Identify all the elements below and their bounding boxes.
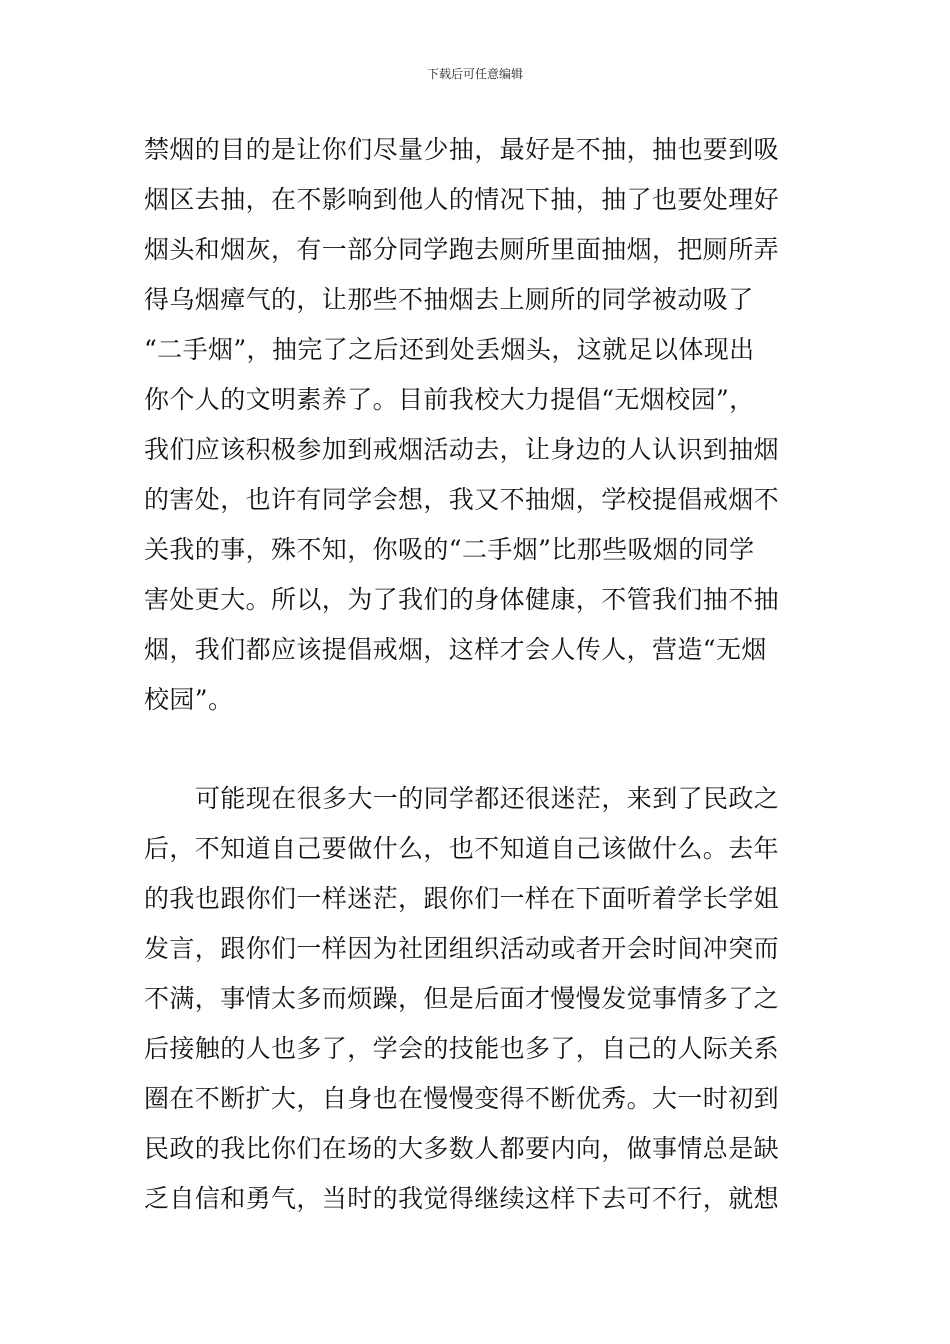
paragraph-line: 乏自信和勇气，当时的我觉得继续这样下去可不行，就想 <box>144 1184 780 1213</box>
paragraph-line: 民政的我比你们在场的大多数人都要内向，做事情总是缺 <box>144 1134 780 1163</box>
paragraph-line: 害处更大。所以，为了我们的身体健康，不管我们抽不抽 <box>144 585 780 614</box>
paragraph-line: 校园”。 <box>144 685 234 714</box>
paragraph-line: 烟区去抽，在不影响到他人的情况下抽，抽了也要处理好 <box>144 185 780 214</box>
paragraph-line: 得乌烟瘴气的，让那些不抽烟去上厕所的同学被动吸了 <box>144 285 754 314</box>
page-header: 下载后可任意编辑 <box>426 67 523 81</box>
paragraph-line: 可能现在很多大一的同学都还很迷茫，来到了民政之 <box>195 784 780 813</box>
paragraph-line: “二手烟”，抽完了之后还到处丢烟头，这就足以体现出 <box>144 335 755 364</box>
paragraph-line: 关我的事，殊不知，你吸的“二手烟”比那些吸烟的同学 <box>144 535 755 564</box>
paragraph-line: 的我也跟你们一样迷茫，跟你们一样在下面听着学长学姐 <box>144 884 780 913</box>
paragraph-line: 发言，跟你们一样因为社团组织活动或者开会时间冲突而 <box>144 934 780 963</box>
paragraph-line: 后，不知道自己要做什么，也不知道自己该做什么。去年 <box>144 834 780 863</box>
paragraph-line: 烟头和烟灰，有一部分同学跑去厕所里面抽烟，把厕所弄 <box>144 235 780 264</box>
paragraph-line: 烟，我们都应该提倡戒烟，这样才会人传人，营造“无烟 <box>144 635 767 664</box>
paragraph-line: 不满，事情太多而烦躁，但是后面才慢慢发觉事情多了之 <box>144 984 780 1013</box>
paragraph-line: 圈在不断扩大，自身也在慢慢变得不断优秀。大一时初到 <box>144 1084 780 1113</box>
paragraph-line: 的害处，也许有同学会想，我又不抽烟，学校提倡戒烟不 <box>144 485 780 514</box>
paragraph-line: 后接触的人也多了，学会的技能也多了，自己的人际关系 <box>144 1034 780 1063</box>
paragraph-line: 你个人的文明素养了。目前我校大力提倡“无烟校园”， <box>144 385 755 414</box>
paragraph-line: 我们应该积极参加到戒烟活动去，让身边的人认识到抽烟 <box>144 435 780 464</box>
paragraph-line: 禁烟的目的是让你们尽量少抽，最好是不抽，抽也要到吸 <box>144 135 780 164</box>
